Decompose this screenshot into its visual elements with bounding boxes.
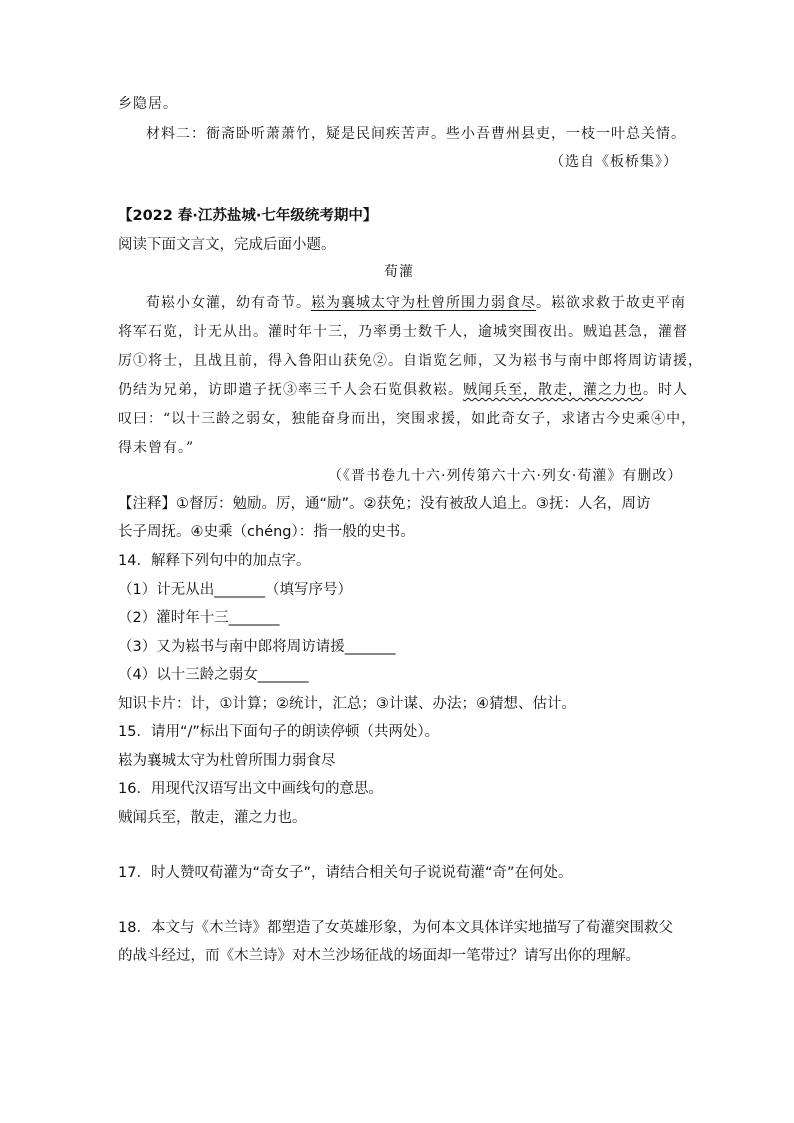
question-14: 14．解释下列句中的加点字。	[118, 553, 311, 569]
wavy-underlined-sentence: 贼闻兵至，散走，灌之力也	[463, 382, 643, 398]
passage-line-6: 得未曾有。”	[118, 440, 195, 456]
underlined-sentence: 崧为襄城太守为杜曾所围力弱食尽	[311, 295, 536, 311]
passage-title: 荀灌	[384, 264, 414, 280]
question-16-sentence: 贼闻兵至，散走，灌之力也。	[118, 810, 307, 826]
material2-text: 材料二：衙斋卧听萧萧竹，疑是民间疾苦声。些小吾曹州县吏，一枝一叶总关情。	[146, 126, 686, 142]
passage-text: 仍结为兄弟，访即遣子抚③率三千人会石览俱救崧。	[118, 382, 463, 398]
instruction: 阅读下面文言文，完成后面小题。	[118, 237, 336, 253]
passage-text: 荀崧小女灌，幼有奇节。	[146, 295, 311, 311]
passage-line-2: 将军石览，计无从出。灌时年十三，乃率勇士数千人，逾城突围夜出。贼追甚急，灌督	[118, 324, 688, 340]
question-14-3: （3）又为崧书与南中郎将周访请援_______	[118, 639, 396, 655]
material1-tail: 乡隐居。	[118, 96, 178, 112]
question-14-2: （2）灌时年十三_______	[118, 610, 280, 626]
notes-line-2: 长子周抚。④史乘（chéng）：指一般的史书。	[118, 524, 415, 540]
question-15-sentence: 崧为襄城太守为杜曾所围力弱食尽	[118, 753, 336, 769]
passage-source: （《晋书卷九十六·列传第六十六·列女·荀灌》有删改）	[328, 468, 683, 484]
question-17: 17．时人赞叹荀灌为“奇女子”，请结合相关句子说说荀灌“奇”在何处。	[118, 865, 573, 881]
question-16: 16．用现代汉语写出文中画线句的意思。	[118, 781, 383, 797]
question-14-4: （4）以十三龄之弱女_______	[118, 667, 309, 683]
passage-text: 。崧欲求救于故吏平南	[536, 295, 686, 311]
passage-text: 。时人	[643, 382, 688, 398]
passage-line-4	[118, 380, 688, 400]
question-18-line-2: 的战斗经过，而《木兰诗》对木兰沙场征战的场面却一笔带过？请写出你的理解。	[118, 948, 640, 964]
question-18-line-1: 18．本文与《木兰诗》都塑造了女英雄形象，为何本文具体详实地描写了荀灌突围救父	[118, 920, 673, 936]
exam-header: 【2022 春·江苏盐城·七年级统考期中】	[118, 208, 378, 224]
passage-line-1	[146, 293, 686, 313]
notes-line-1: 【注释】①督厉：勉励。厉，通“励”。②获免；没有被敌人追上。③抚：人名，周访	[118, 496, 651, 512]
passage-line-3: 厉①将士，且战且前，得入鲁阳山获免②。自诣览乞师，又为崧书与南中郎将周访请援，	[118, 353, 703, 369]
question-15: 15．请用“/”标出下面句子的朗读停顿（共两处）。	[118, 724, 440, 740]
material2-source: （选自《板桥集》）	[550, 154, 678, 170]
question-14-1: （1）计无从出_______（填写序号）	[118, 582, 352, 598]
knowledge-card: 知识卡片：计，①计算；②统计，汇总；③计谋、办法；④猜想、估计。	[118, 696, 576, 712]
passage-line-5: 叹曰：“以十三龄之弱女，独能奋身而出，突围求援，如此奇女子，求诸古今史乘④中，	[118, 411, 697, 427]
